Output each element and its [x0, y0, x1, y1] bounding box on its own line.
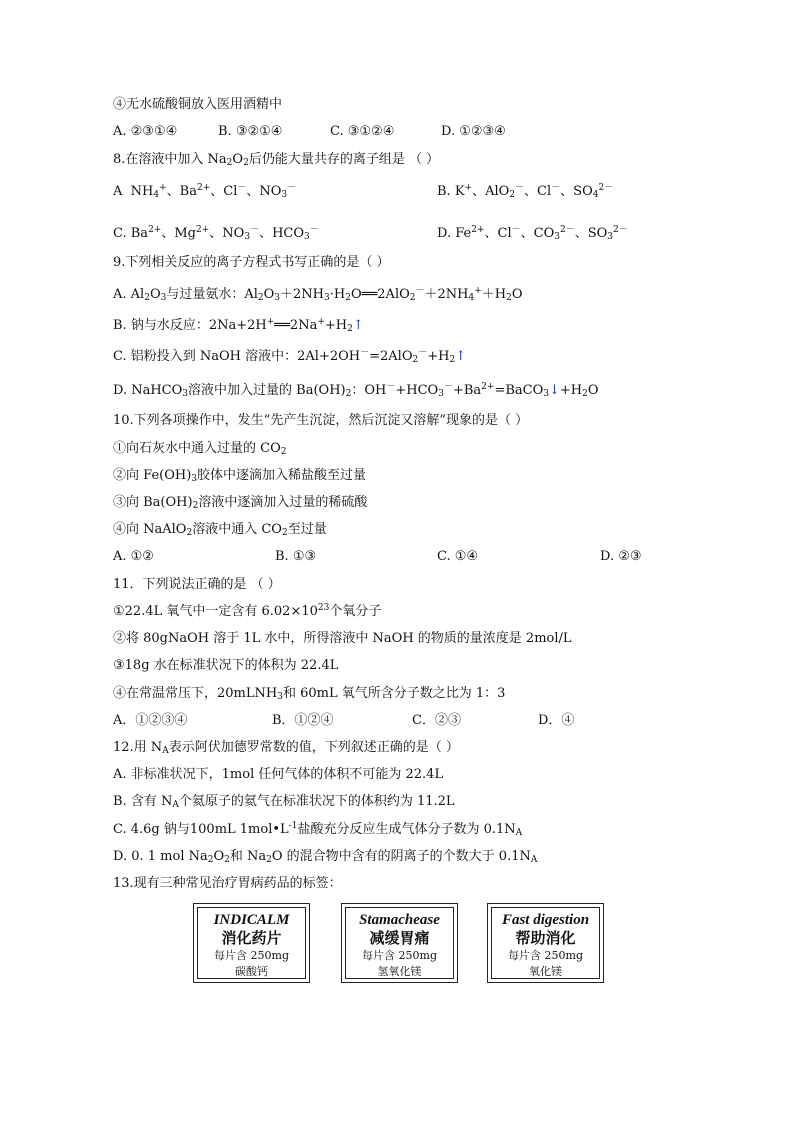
label-brand: Fast digestion	[501, 912, 590, 928]
medicine-label-stamachease	[341, 903, 458, 983]
q10-stem: 10.下列各项操作中，发生“先产生沉淀，然后沉淀又溶解”现象的是（ ）	[113, 413, 529, 428]
q11-option-c: C．②③	[412, 713, 461, 728]
q11-item4: ④在常温常压下，20mLNH$_3$和 60mL 氧气所含分子数之比为 1：3	[113, 686, 506, 702]
q11-item3: ③18g 水在标准状况下的体积为 22.4L	[113, 658, 339, 673]
label-purpose: 消化药片	[221, 929, 282, 947]
q11-option-d: D．④	[538, 713, 575, 728]
label-dose: 每片含 250mg	[508, 949, 583, 962]
q9-option-d: D. NaHCO$_3$溶液中加入过量的 $Ba(OH)_2$：$OH^-+HCO_3^-+Ba^{2+}=BaCO_3↓+H_2O$	[113, 382, 599, 399]
q9-option-c: C. 铝粉投入到 NaOH 溶液中：$2Al+2OH^-=2AlO_2^-+H_2↑$	[113, 348, 467, 365]
q10-item2: ②向 $Fe(OH)_3$胶体中逐滴加入稀盐酸至过量	[113, 468, 367, 484]
q7-item4: ④无水硫酸铜放入医用酒精中	[113, 97, 283, 112]
q8-option-c: C. $Ba^{2+}$、$Mg^{2+}$、$NO_3^-$、$HCO_3^-$	[113, 225, 319, 242]
label-ingredient: 碳酸钙	[235, 965, 268, 978]
q10-item3: ③向 $Ba(OH)_2$溶液中逐滴加入过量的稀硫酸	[113, 495, 368, 511]
q8-stem: 8.在溶液中加入 $Na_2O_2$后仍能大量共存的离子组是 （ ）	[113, 152, 440, 168]
q10-option-a: A. ①②	[113, 549, 154, 564]
q7-option-a: A. ②③①④	[113, 124, 178, 139]
q11-option-b: B．①②④	[272, 713, 334, 728]
q12-stem: 12.用 $N_A$表示阿伏加德罗常数的值，下列叙述正确的是（ ）	[113, 740, 459, 756]
q8-option-b: B. K+、AlO$_2$－、Cl－、$SO_4^{2-}$	[437, 183, 614, 200]
q8-option-d: D. $Fe^{2+}$、Cl－、$CO_3^{2-}$、$SO_3^{2-}$	[437, 225, 628, 242]
q12-option-b: B. 含有 $N_A$个氦原子的氦气在标准状况下的体积约为 11.2L	[113, 794, 455, 810]
q10-option-d: D. ②③	[600, 549, 642, 564]
medicine-label-fast-digestion	[487, 903, 604, 983]
q9-option-b: B. 钠与水反应：$2Na+2H^+══2Na^++H_2↑$	[113, 317, 364, 334]
q8-option-a: A $NH_4^+$、$Ba^{2+}$、Cl－、$NO_3^-$	[113, 183, 297, 200]
q11-stem: 11．下列说法正确的是 （ ）	[113, 577, 281, 592]
label-brand: INDICALM	[213, 912, 290, 928]
label-ingredient: 氢氧化镁	[377, 965, 422, 978]
label-dose: 每片含 250mg	[362, 949, 437, 962]
q11-option-a: A．①②③④	[113, 713, 188, 728]
q10-option-c: C. ①④	[437, 549, 479, 564]
label-ingredient: 氧化镁	[529, 965, 562, 978]
q13-stem: 13.现有三种常见治疗胃病药品的标签：	[113, 876, 342, 891]
q12-option-d: D. 0. 1 mol $Na_2O_2$和 $Na_2O$ 的混合物中含有的阴离子的个数大于 $0.1N_A$	[113, 849, 538, 865]
label-dose: 每片含 250mg	[214, 949, 289, 962]
q9-stem: 9.下列相关反应的离子方程式书写正确的是（ ）	[113, 255, 390, 270]
q10-item1: ①向石灰水中通入过量的 $CO_2$	[113, 441, 287, 457]
q12-option-a: A. 非标准状况下，1mol 任何气体的体积不可能为 22.4L	[113, 767, 444, 782]
q7-option-d: D. ①②③④	[441, 124, 506, 139]
q9-option-a: A. $Al_2O_3$与过量氨水：$Al_2O_3+2NH_3\cdot H_2O══2AlO_2^-+2NH_4^++H_2O$	[113, 286, 523, 303]
q10-item4: ④向 NaAlO$_2$溶液中通入 $CO_2$至过量	[113, 522, 327, 538]
q7-option-c: C. ③①②④	[330, 124, 395, 139]
q12-option-c: C. 4.6g 钠与100mL $1mol•L^{-1}$盐酸充分反应生成气体分子数为 $0.1N_A$	[113, 821, 523, 838]
q11-item1: ①22.4L 氧气中一定含有 $6.02\times 10^{23}$个氧分子	[113, 603, 382, 619]
q7-option-b: B. ③②①④	[218, 124, 283, 139]
label-brand: Stamachease	[359, 912, 440, 928]
label-purpose: 减缓胃痛	[369, 929, 430, 947]
label-purpose: 帮助消化	[515, 929, 576, 947]
medicine-label-indicalm	[193, 903, 310, 983]
q10-option-b: B. ①③	[275, 549, 317, 564]
q11-item2: ②将 80gNaOH 溶于 1L 水中，所得溶液中 NaOH 的物质的量浓度是 2mol/L	[113, 631, 572, 646]
